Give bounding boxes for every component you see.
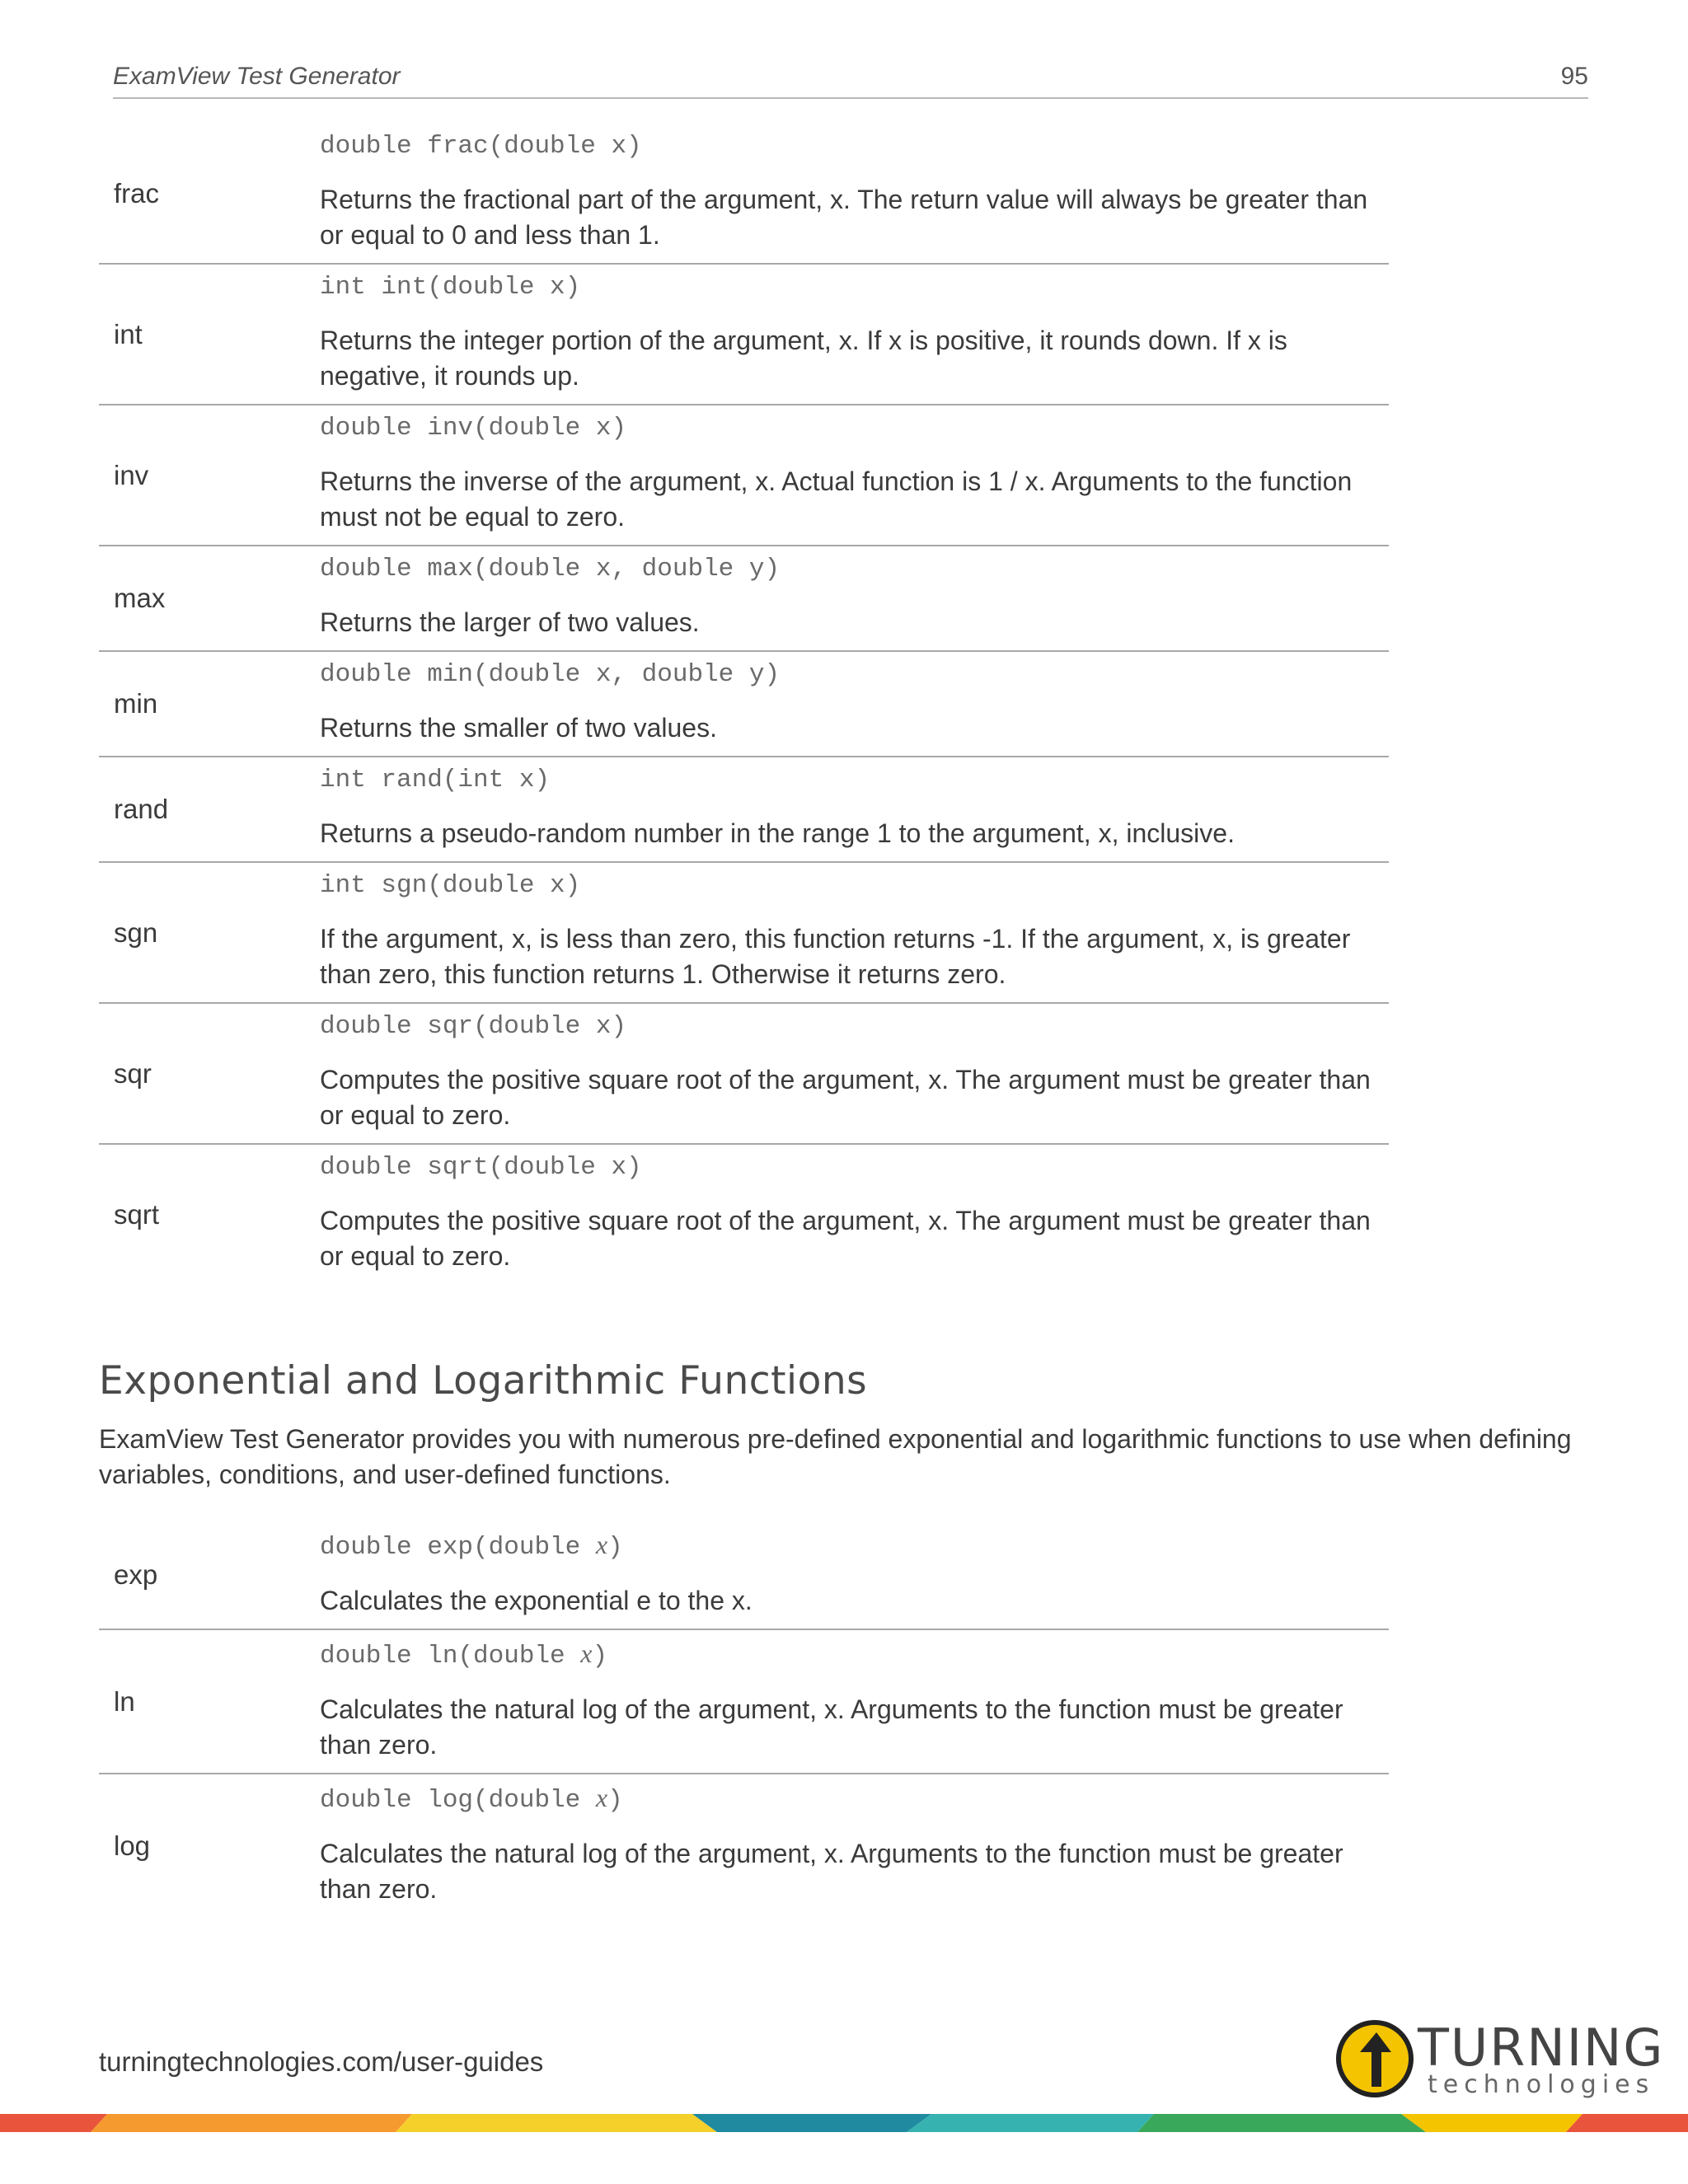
table-row: [99, 405, 1389, 546]
function-description: Returns a pseudo-random number in the range 1 to the argument, x, inclusive.: [320, 818, 1235, 848]
function-name: frac: [114, 177, 160, 209]
document-title: ExamView Test Generator: [113, 63, 401, 90]
function-signature: double sqrt(double x): [320, 1153, 642, 1182]
math-functions-table: [99, 124, 1389, 1284]
table-row: [99, 1629, 1389, 1774]
function-detail: [320, 1003, 1389, 1144]
function-detail: [320, 405, 1389, 546]
function-name: rand: [99, 757, 320, 862]
table-row: [99, 1144, 1389, 1284]
function-signature: int int(double x): [320, 273, 581, 302]
function-name: exp: [114, 1559, 158, 1590]
table-row: [99, 264, 1389, 405]
function-signature: double max(double x, double y): [320, 555, 781, 583]
table-row: [99, 546, 1389, 651]
function-description: Returns the smaller of two values.: [320, 713, 717, 743]
logo-wordmark: TURNING: [1418, 2018, 1665, 2078]
table-row: [99, 862, 1389, 1003]
function-detail: [320, 546, 1389, 651]
function-description: Computes the positive square root of the argument, x. The argument must be greater than or equal to zero.: [320, 1206, 1371, 1271]
table-row: [99, 651, 1389, 757]
function-signature: int sgn(double x): [320, 871, 581, 900]
function-name: min: [99, 651, 320, 757]
page-number: 95: [1560, 63, 1588, 90]
section-heading: Exponential and Logarithmic Functions: [99, 1358, 868, 1404]
function-name: sgn: [99, 862, 320, 1003]
function-detail: [320, 1521, 1389, 1629]
function-signature: double exp(double x): [320, 1530, 623, 1562]
function-detail: [320, 651, 1389, 757]
footer-color-stripe: [0, 2114, 1688, 2132]
function-detail: [320, 1144, 1389, 1284]
function-detail: [320, 757, 1389, 862]
function-description: Calculates the exponential e to the x.: [320, 1586, 753, 1615]
function-detail: [320, 124, 1389, 264]
table-row: [99, 1003, 1389, 1144]
page-header: [113, 63, 1588, 99]
function-name: inv: [99, 405, 320, 546]
function-description: Returns the fractional part of the argument, x. The return value will always be greater than or equal to 0 and less than 1.: [320, 185, 1368, 250]
function-detail: [320, 264, 1389, 405]
function-name: sqrt: [99, 1144, 320, 1284]
section-intro: ExamView Test Generator provides you with numerous pre-defined exponential and logarithmic functions to use when defining variables, conditions, and user-defined functions.: [99, 1424, 1572, 1489]
function-name: sqr: [99, 1003, 320, 1144]
function-name: ln: [99, 1629, 320, 1774]
function-signature: double log(double x): [320, 1783, 623, 1815]
function-name: int: [99, 264, 320, 405]
table-row: [99, 757, 1389, 862]
function-signature: int rand(int x): [320, 766, 551, 794]
function-signature: double min(double x, double y): [320, 660, 781, 689]
function-signature: double sqr(double x): [320, 1012, 627, 1041]
function-description: Returns the inverse of the argument, x. Actual function is 1 / x. Arguments to the function must not be equal to zero.: [320, 466, 1353, 532]
function-description: Returns the larger of two values.: [320, 607, 700, 637]
table-row: [99, 1521, 1389, 1629]
function-description: If the argument, x, is less than zero, this function returns -1. If the argument, x, is greater than zero, this function returns 1. Otherwise it returns zero.: [320, 924, 1351, 989]
function-signature: double ln(double x): [320, 1638, 608, 1671]
function-detail: [320, 1774, 1389, 1917]
function-name: max: [99, 546, 320, 651]
function-detail: [320, 1629, 1389, 1774]
function-signature: double inv(double x): [320, 414, 627, 443]
turning-technologies-logo: [1335, 2018, 1665, 2100]
logo-arrow-icon: [1335, 2018, 1418, 2100]
user-guides-link[interactable]: turningtechnologies.com/user-guides: [99, 2046, 544, 2077]
function-description: Calculates the natural log of the argument, x. Arguments to the function must be greater than zero.: [320, 1694, 1343, 1760]
function-signature: double frac(double x): [320, 132, 642, 161]
function-name: log: [99, 1774, 320, 1917]
table-row: [99, 124, 1389, 264]
exp-log-functions-table: [99, 1521, 1389, 1917]
function-detail: [320, 862, 1389, 1003]
function-description: Returns the integer portion of the argument, x. If x is positive, it rounds down. If x is negative, it rounds up.: [320, 326, 1287, 391]
function-description: Calculates the natural log of the argument, x. Arguments to the function must be greater than zero.: [320, 1839, 1343, 1904]
table-row: [99, 1774, 1389, 1917]
logo-wordmark-sub: technologies: [1428, 2070, 1655, 2099]
function-description: Computes the positive square root of the argument, x. The argument must be greater than or equal to zero.: [320, 1065, 1371, 1130]
